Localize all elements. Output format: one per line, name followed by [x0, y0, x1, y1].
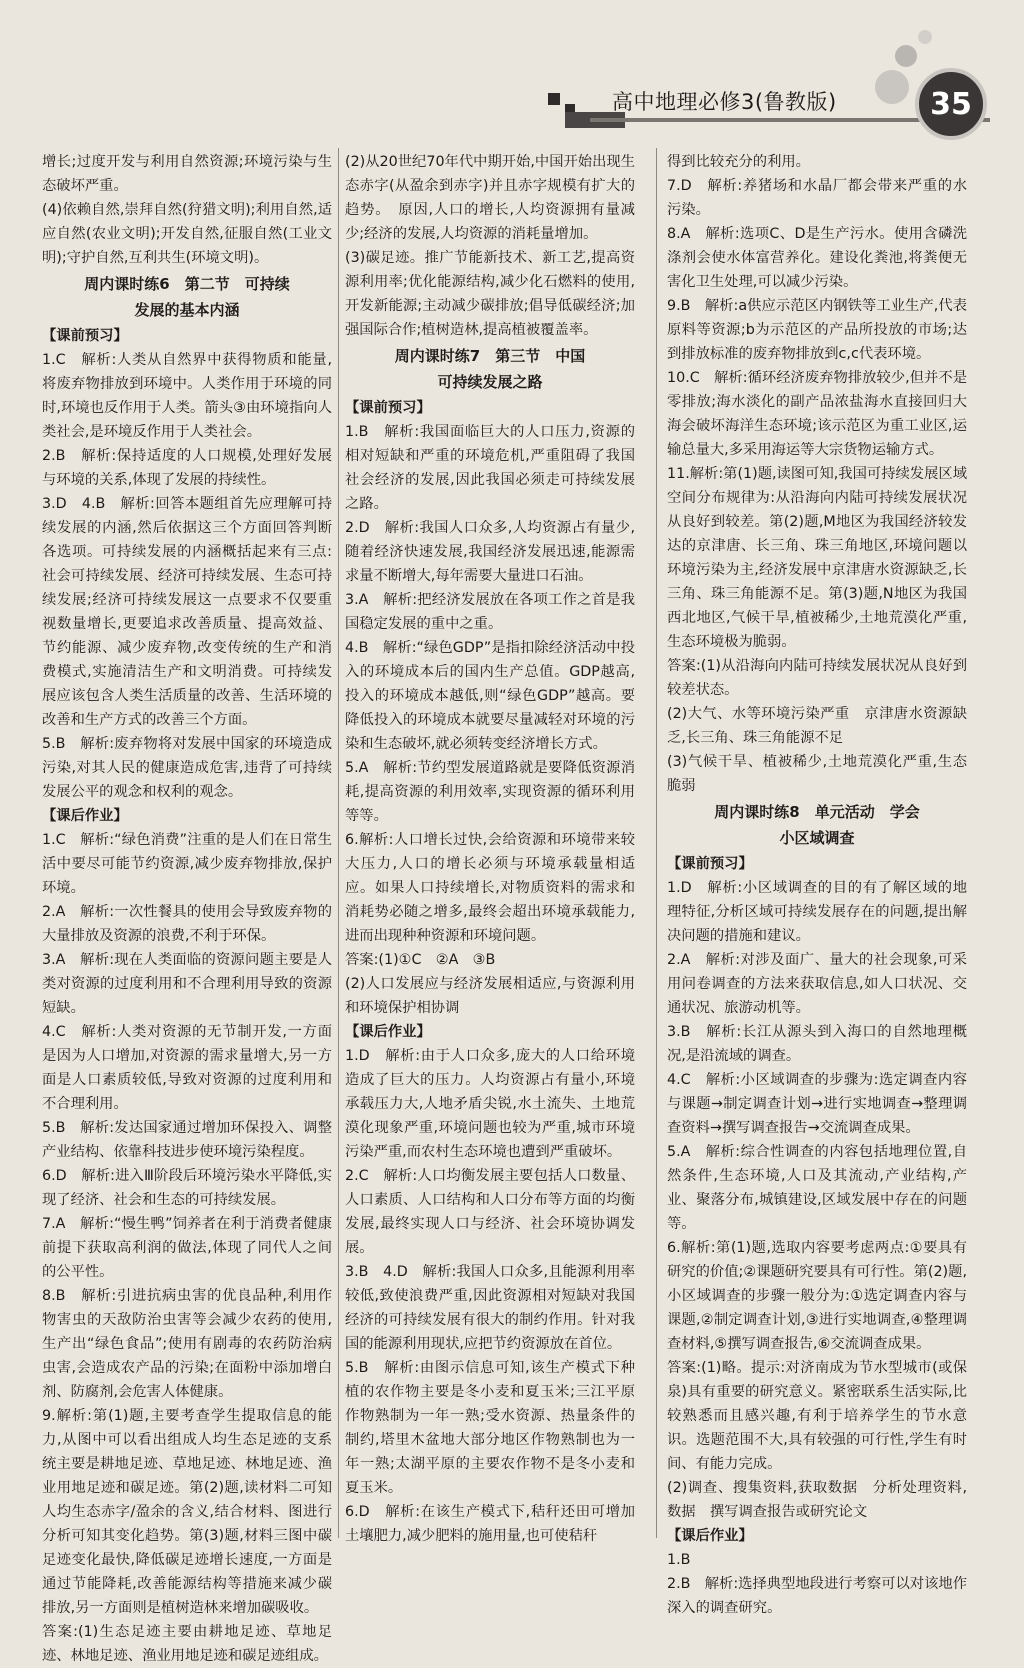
answer-paragraph: 3.D 4.B 解析:回答本题组首先应理解可持续发展的内涵,然后依据这三个方面回答判断各选项。可持续发展的内涵概括起来有三点:社会可持续发展、经济可持续发展、生态可持续发展;经济可持续发展这一点要求不仅要重视数量增长,更要追求改善质量、提高效益、节约能源、减少废弃物,改变传统的生产和消费模式,实施清洁生产和文明消费。可持续发展应该包含人类生活质量的改善、生活环境的改善和生产方式的改善三个方面。	[42, 496, 332, 728]
column-right	[667, 150, 967, 1620]
answer-paragraph: 2.A 解析:对涉及面广、量大的社会现象,可采用问卷调查的方法来获取信息,如人口状况、交通状况、旅游动机等。	[667, 952, 967, 1016]
answer-paragraph: 2.B 解析:选择典型地段进行考察可以对该地作深入的调查研究。	[667, 1576, 967, 1616]
section-heading: 发展的基本内涵	[134, 301, 240, 319]
page-number-badge	[915, 68, 987, 140]
subsection-label: 【课前预习】	[42, 328, 128, 344]
answer-paragraph: 6.解析:第(1)题,选取内容要考虑两点:①要具有研究的价值;②课题研究要具有可行性。第(2)题,小区域调查的步骤一般分为:①选定调查内容与课题,②制定调查计划,③进行实地调查,④整理调查材料,⑤撰写调查报告,⑥交流调查成果。	[667, 1240, 967, 1352]
subsection-label: 【课后作业】	[42, 808, 128, 824]
answer-paragraph: 3.A 解析:把经济发展放在各项工作之首是我国稳定发展的重中之重。	[345, 592, 635, 632]
answer-paragraph: 1.B 解析:我国面临巨大的人口压力,资源的相对短缺和严重的环境危机,严重阻碍了我国社会经济的发展,因此我国必须走可持续发展之路。	[345, 424, 635, 512]
answer-paragraph: 3.B 解析:长江从源头到入海口的自然地理概况,是沿流域的调查。	[667, 1024, 967, 1064]
page-header	[0, 0, 1024, 140]
answer-paragraph: 7.A 解析:“慢生鸭”饲养者在利于消费者健康前提下获取高利润的做法,体现了同代人之间的公平性。	[42, 1216, 332, 1280]
answer-paragraph: 得到比较充分的利用。	[667, 154, 810, 170]
subsection-label: 【课前预习】	[345, 400, 431, 416]
answer-paragraph: (3)气候干旱、植被稀少,土地荒漠化严重,生态脆弱	[667, 754, 967, 794]
answer-paragraph: (2)大气、水等环境污染严重 京津唐水资源缺乏,长三角、珠三角能源不足	[667, 706, 967, 746]
answer-paragraph: 11.解析:第(1)题,读图可知,我国可持续发展区域空间分布规律为:从沿海向内陆可持续发展状况从良好到较差。第(2)题,M地区为我国经济较发达的京津唐、长三角、珠三角地区,环境问题以环境污染为主,经济发展中京津唐水资源缺乏,长三角、珠三角能源不足。第(3)题,N地区为我国西北地区,气候干旱,植被稀少,土地荒漠化严重,生态环境极为脆弱。	[667, 466, 967, 650]
answer-paragraph: 5.B 解析:废弃物将对发展中国家的环境造成污染,对其人民的健康造成危害,违背了可持续发展公平的观念和权利的观念。	[42, 736, 332, 800]
answer-paragraph: 2.C 解析:人口均衡发展主要包括人口数量、人口素质、人口结构和人口分布等方面的均衡发展,最终实现人口与经济、社会环境协调发展。	[345, 1168, 635, 1256]
answer-paragraph: (3)碳足迹。推广节能新技术、新工艺,提高资源利用率;优化能源结构,减少化石燃料的使用,开发新能源;主动减少碳排放;倡导低碳经济;加强国际合作;植树造林,提高植被覆盖率。	[345, 250, 635, 338]
answer-paragraph: 9.解析:第(1)题,主要考查学生提取信息的能力,从图中可以看出组成人均生态足迹的支系统主要是耕地足迹、草地足迹、林地足迹、渔业用地足迹和碳足迹。第(2)题,读材料二可知人均生态赤字/盈余的含义,结合材料、图进行分析可知其变化趋势。第(3)题,材料三图中碳足迹变化最快,降低碳足迹增长速度,一方面是通过节能降耗,改善能源结构等措施来减少碳排放,另一方面则是植树造林来增加碳吸收。	[42, 1408, 332, 1616]
answer-paragraph: 答案:(1)从沿海向内陆可持续发展状况从良好到较差状态。	[667, 658, 967, 698]
decorative-circle	[918, 30, 932, 44]
section-heading: 小区域调查	[779, 829, 855, 847]
decorative-circle	[895, 45, 917, 67]
answer-paragraph: 8.A 解析:选项C、D是生产污水。使用含磷洗涤剂会使水体富营养化。建设化粪池,将粪便无害化卫生处理,可以减少污染。	[667, 226, 967, 290]
answer-paragraph: 10.C 解析:循环经济废弃物排放较少,但并不是零排放;海水淡化的副产品浓盐海水直接回归大海会破坏海洋生态环境;该示范区为重工业区,运输总量大,多采用海运等大宗货物运输方式。	[667, 370, 967, 458]
answer-paragraph: 5.B 解析:由图示信息可知,该生产模式下种植的农作物主要是冬小麦和夏玉米;三江平原作物熟制为一年一熟;受水资源、热量条件的制约,塔里木盆地大部分地区作物熟制也为一年一熟;太湖平原的主要农作物不是冬小麦和夏玉米。	[345, 1360, 635, 1496]
column-divider	[338, 148, 339, 1538]
answer-paragraph: 3.B 4.D 解析:我国人口众多,且能源利用率较低,致使浪费严重,因此资源相对短缺对我国经济的可持续发展有很大的制约作用。针对我国的能源利用现状,应把节约资源放在首位。	[345, 1264, 635, 1352]
page-number: 35	[930, 86, 972, 122]
answer-paragraph: 1.C 解析:人类从自然界中获得物质和能量,将废弃物排放到环境中。人类作用于环境的同时,环境也反作用于人类。箭头③由环境指向人类社会,是环境反作用于人类社会。	[42, 352, 332, 440]
answer-paragraph: 7.D 解析:养猪场和水晶厂都会带来严重的水污染。	[667, 178, 967, 218]
section-heading: 可持续发展之路	[437, 373, 543, 391]
answer-paragraph: (2)从20世纪70年代中期开始,中国开始出现生态赤字(从盈余到赤字)并且赤字规模有扩大的趋势。 原因,人口的增长,人均资源拥有量减少;经济的发展,人均资源的消耗量增加。	[345, 154, 635, 242]
decorative-circle	[875, 70, 909, 104]
answer-paragraph: 答案:(1)①C ②A ③B	[345, 952, 496, 968]
column-middle	[345, 150, 635, 1548]
answer-paragraph: 答案:(1)略。提示:对济南成为节水型城市(或保泉)具有重要的研究意义。紧密联系生活实际,比较熟悉而且感兴趣,有利于培养学生的节水意识。选题范围不大,具有较强的可行性,学生有时间、有能力完成。	[667, 1360, 967, 1472]
column-divider	[656, 148, 657, 1538]
answer-paragraph: 6.解析:人口增长过快,会给资源和环境带来较大压力,人口的增长必须与环境承载量相适应。如果人口持续增长,对物质资料的需求和消耗势必随之增多,最终会超出环境承载能力,进而出现种种资源和环境问题。	[345, 832, 635, 944]
answer-paragraph: 1.B	[667, 1552, 691, 1568]
section-heading: 周内课时练6 第二节 可持续	[84, 275, 290, 293]
answer-paragraph: 5.A 解析:节约型发展道路就是要降低资源消耗,提高资源的利用效率,实现资源的循环利用等等。	[345, 760, 635, 824]
answer-paragraph: 2.B 解析:保持适度的人口规模,处理好发展与环境的关系,体现了发展的持续性。	[42, 448, 332, 488]
answer-paragraph: 答案:(1)生态足迹主要由耕地足迹、草地足迹、林地足迹、渔业用地足迹和碳足迹组成。	[42, 1624, 332, 1664]
answer-paragraph: 6.D 解析:在该生产模式下,秸秆还田可增加土壤肥力,减少肥料的施用量,也可使秸秆	[345, 1504, 635, 1544]
subsection-label: 【课前预习】	[667, 856, 753, 872]
answer-paragraph: 4.C 解析:小区域调查的步骤为:选定调查内容与课题→制定调查计划→进行实地调查→整理调查资料→撰写调查报告→交流调查成果。	[667, 1072, 967, 1136]
answer-paragraph: 8.B 解析:引进抗病虫害的优良品种,利用作物害虫的天敌防治虫害等会减少农药的使用,生产出“绿色食品”;使用有剧毒的农药防治病虫害,会造成农产品的污染;在面粉中添加增白剂、防腐剂,会危害人体健康。	[42, 1288, 332, 1400]
column-left	[42, 150, 332, 1668]
answer-paragraph: 9.B 解析:a供应示范区内钢铁等工业生产,代表原料等资源;b为示范区的产品所投放的市场;达到排放标准的废弃物排放到c,c代表环境。	[667, 298, 967, 362]
book-title: 高中地理必修3(鲁教版)	[612, 90, 837, 114]
answer-paragraph: 4.C 解析:人类对资源的无节制开发,一方面是因为人口增加,对资源的需求量增大,另一方面是人口素质较低,导致对资源的过度利用和不合理利用。	[42, 1024, 332, 1112]
subsection-label: 【课后作业】	[667, 1528, 753, 1544]
section-heading: 周内课时练7 第三节 中国	[394, 347, 586, 365]
decorative-square	[548, 93, 560, 105]
answer-paragraph: 2.D 解析:我国人口众多,人均资源占有量少,随着经济快速发展,我国经济发展迅速,能源需求量不断增大,每年需要大量进口石油。	[345, 520, 635, 584]
answer-paragraph: 5.A 解析:综合性调查的内容包括地理位置,自然条件,生态环境,人口及其流动,产业结构,产业、聚落分布,城镇建设,区域发展中存在的问题等。	[667, 1144, 967, 1232]
answer-paragraph: 5.B 解析:发达国家通过增加环保投入、调整产业结构、依靠科技进步使环境污染程度。	[42, 1120, 332, 1160]
answer-paragraph: (4)依赖自然,崇拜自然(狩猎文明);利用自然,适应自然(农业文明);开发自然,征服自然(工业文明);守护自然,互利共生(环境文明)。	[42, 202, 332, 266]
answer-paragraph: 1.D 解析:小区域调查的目的有了解区域的地理特征,分析区域可持续发展存在的问题,提出解决问题的措施和建议。	[667, 880, 967, 944]
answer-paragraph: (2)人口发展应与经济发展相适应,与资源利用和环境保护相协调	[345, 976, 635, 1016]
answer-paragraph: 6.D 解析:进入Ⅲ阶段后环境污染水平降低,实现了经济、社会和生态的可持续发展。	[42, 1168, 332, 1208]
answer-paragraph: 1.C 解析:“绿色消费”注重的是人们在日常生活中要尽可能节约资源,减少废弃物排放,保护环境。	[42, 832, 332, 896]
answer-paragraph: 4.B 解析:“绿色GDP”是指扣除经济活动中投入的环境成本后的国内生产总值。GDP越高,投入的环境成本越低,则“绿色GDP”越高。要降低投入的环境成本就要尽量减轻对环境的污染和生态破坏,就必须转变经济增长方式。	[345, 640, 635, 752]
answer-paragraph: 增长;过度开发与利用自然资源;环境污染与生态破坏严重。	[42, 154, 332, 194]
answer-paragraph: 2.A 解析:一次性餐具的使用会导致废弃物的大量排放及资源的浪费,不利于环保。	[42, 904, 332, 944]
answer-paragraph: 1.D 解析:由于人口众多,庞大的人口给环境造成了巨大的压力。人均资源占有量小,环境承载压力大,人地矛盾尖锐,水土流失、土地荒漠化现象严重,环境问题也较为严重,城市环境污染严重,而农村生态环境也遭到严重破坏。	[345, 1048, 635, 1160]
answer-paragraph: (2)调查、搜集资料,获取数据 分析处理资料,数据 撰写调查报告或研究论文	[667, 1480, 967, 1520]
section-heading: 周内课时练8 单元活动 学会	[714, 803, 920, 821]
answer-paragraph: 3.A 解析:现在人类面临的资源问题主要是人类对资源的过度利用和不合理利用导致的资源短缺。	[42, 952, 332, 1016]
subsection-label: 【课后作业】	[345, 1024, 431, 1040]
